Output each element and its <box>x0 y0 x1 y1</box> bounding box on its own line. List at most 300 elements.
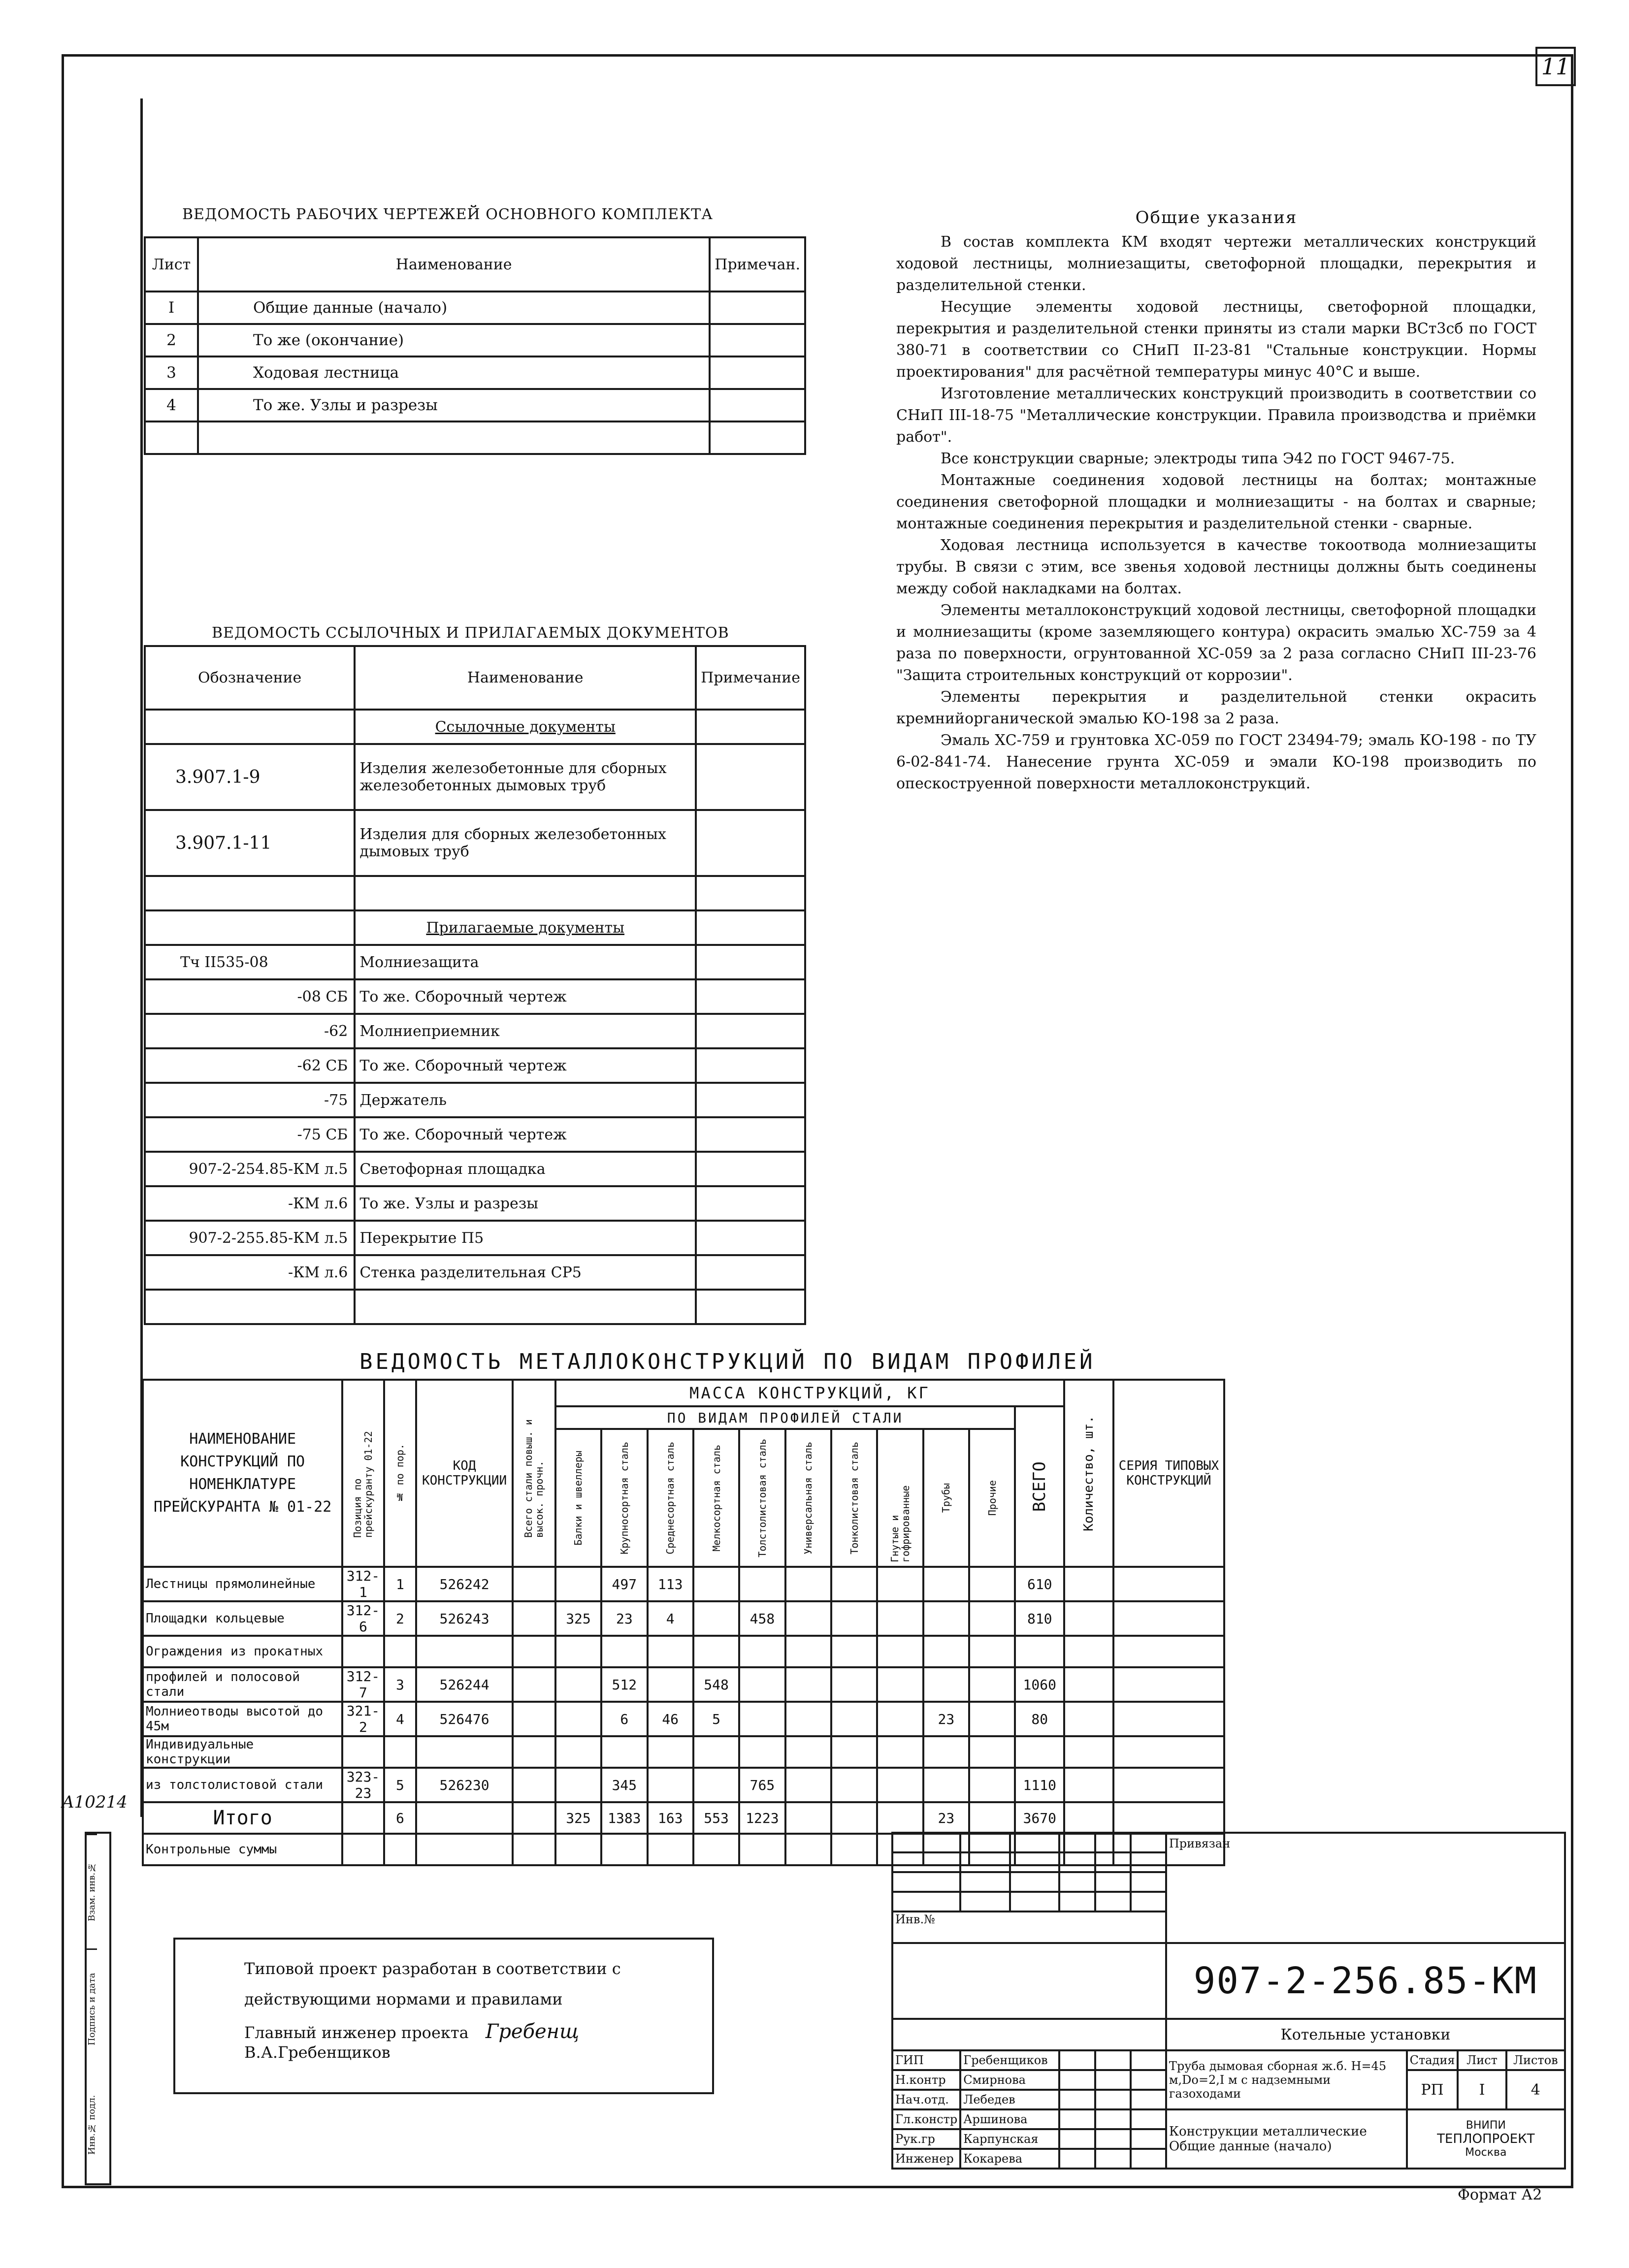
series-cell <box>1113 1601 1224 1636</box>
value-cell <box>693 1768 739 1802</box>
table-row <box>145 356 805 389</box>
weight-cell <box>513 1736 555 1768</box>
value-cell <box>969 1802 1015 1834</box>
col-header: ПО ВИДАМ ПРОФИЛЕЙ СТАЛИ <box>555 1406 1015 1429</box>
code-cell: -КМ л.6 <box>145 1186 355 1221</box>
name-cell: Лестницы прямолинейные <box>143 1567 342 1601</box>
signature-cell <box>1059 2070 1095 2090</box>
control-cell <box>416 1834 512 1865</box>
value-cell <box>877 1567 923 1601</box>
signature-cell <box>1059 2090 1095 2109</box>
project-code: 907-2-256.85-КМ <box>1166 1943 1565 2019</box>
table-row <box>145 1083 805 1117</box>
staff-row <box>892 2109 1565 2129</box>
total-cell: 80 <box>1015 1702 1064 1736</box>
table-row <box>145 1014 805 1048</box>
empty-cell <box>696 1290 805 1324</box>
table-row <box>143 1667 1224 1702</box>
tb-cell <box>1010 1872 1060 1892</box>
value-cell <box>969 1702 1015 1736</box>
tb-cell <box>892 1943 1166 2019</box>
code-cell: -62 СБ <box>145 1048 355 1083</box>
tb-cell <box>1131 1852 1166 1872</box>
table-row <box>145 324 805 356</box>
value-cell <box>693 1736 739 1768</box>
tb-cell <box>1095 1872 1131 1892</box>
header-text: Балки и швеллеры <box>572 1450 585 1546</box>
tb-cell <box>1131 1892 1166 1912</box>
stamp-label: Подпись и дата <box>87 1948 97 2068</box>
code-cell <box>416 1636 512 1667</box>
project-name: Труба дымовая сборная ж.б. Н=45 м,Dо=2,I м с надземными газоходами <box>1166 2050 1407 2109</box>
col-header: Наименование <box>355 646 696 710</box>
total-cell <box>1015 1736 1064 1768</box>
code-cell: 526476 <box>416 1702 512 1736</box>
col-header <box>342 1380 384 1567</box>
value-cell <box>693 1601 739 1636</box>
table-row <box>145 1290 805 1324</box>
documents-title: ВЕДОМОСТЬ ССЫЛОЧНЫХ И ПРИЛАГАЕМЫХ ДОКУМЕНТОВ <box>212 624 729 642</box>
empty-cell <box>696 979 805 1014</box>
name-cell: Ограждения из прокатных <box>143 1636 342 1667</box>
value-cell: 6 <box>601 1702 647 1736</box>
pos-cell: 312-6 <box>342 1601 384 1636</box>
section-heading: Прилагаемые документы <box>355 910 696 945</box>
org-line: ВНИПИ <box>1466 2119 1506 2132</box>
sheet-number: 11 <box>1535 47 1576 86</box>
name-cell: Стенка разделительная СР5 <box>355 1255 696 1290</box>
note-cell <box>710 292 805 324</box>
empty-cell <box>145 910 355 945</box>
col-header <box>513 1380 555 1567</box>
header-text: Всего стали повыш. и высок. прочн. <box>522 1419 546 1538</box>
value-cell <box>969 1667 1015 1702</box>
control-cell <box>601 1834 647 1865</box>
table-row <box>143 1601 1224 1636</box>
value-cell <box>785 1768 831 1802</box>
header-text: Позиция по прейскуранту 01-22 <box>352 1431 375 1538</box>
table-row <box>145 876 805 910</box>
no-cell: 6 <box>384 1802 417 1834</box>
tb-cell <box>1010 1852 1060 1872</box>
col-header <box>384 1380 417 1567</box>
name-cell: Молниеотводы высотой до 45м <box>143 1702 342 1736</box>
col-header <box>648 1429 693 1567</box>
total-cell: 1110 <box>1015 1768 1064 1802</box>
date-cell <box>1095 2070 1131 2090</box>
code-cell: 526244 <box>416 1667 512 1702</box>
qty-cell <box>1064 1636 1113 1667</box>
weight-cell <box>513 1702 555 1736</box>
name-cell: Индивидуальные конструкции <box>143 1736 342 1768</box>
name-cell: То же. Сборочный чертеж <box>355 979 696 1014</box>
tb-cell <box>1059 1872 1095 1892</box>
tb-cell <box>892 1852 960 1872</box>
weight-cell <box>513 1768 555 1802</box>
name-cell: Держатель <box>355 1083 696 1117</box>
pos-cell <box>342 1802 384 1834</box>
tb-cell <box>1095 1852 1131 1872</box>
col-header <box>877 1429 923 1567</box>
note-paragraph: Элементы металлоконструкций ходовой лестницы, светофорной площадки и молниезащиты (кроме заземляющего контура) окрасить эмалью ХС-759 за 4 раза по поверхности, огрунтованной ХС-059 за 2 раза согласно СНиП III-23-76 "Защита строительных конструкций от коррозии". <box>896 602 1536 684</box>
tb-cell <box>1131 2129 1166 2149</box>
tb-cell <box>1095 1892 1131 1912</box>
name-cell: Светофорная площадка <box>355 1152 696 1186</box>
tb-cell <box>1010 1833 1060 1852</box>
code-cell: 3.907.1-9 <box>145 744 355 810</box>
value-cell <box>831 1636 877 1667</box>
value-cell <box>877 1636 923 1667</box>
qty-cell <box>1064 1667 1113 1702</box>
weight-cell <box>513 1567 555 1601</box>
control-cell <box>693 1834 739 1865</box>
tb-cell <box>892 1833 960 1852</box>
value-cell <box>831 1601 877 1636</box>
series-cell <box>1113 1567 1224 1601</box>
empty-cell <box>696 910 805 945</box>
inv-cell: Инв.№ <box>892 1912 1166 1943</box>
value-cell <box>648 1636 693 1667</box>
developer-statement <box>173 1938 714 2094</box>
no-cell: 5 <box>384 1768 417 1802</box>
value-cell <box>969 1736 1015 1768</box>
name-cell: Карпунская <box>960 2129 1059 2149</box>
value-cell <box>969 1636 1015 1667</box>
signature-cell <box>1059 2050 1095 2070</box>
empty-cell <box>696 1117 805 1152</box>
col-header: СЕРИЯ ТИПОВЫХ КОНСТРУКЦИЙ <box>1113 1380 1224 1567</box>
empty-cell <box>696 1221 805 1255</box>
value-cell <box>831 1667 877 1702</box>
empty-cell <box>696 1083 805 1117</box>
name-cell: То же. Сборочный чертеж <box>355 1048 696 1083</box>
value-cell <box>555 1702 601 1736</box>
tb-cell <box>1131 2109 1166 2129</box>
value-cell <box>648 1736 693 1768</box>
col-header <box>785 1429 831 1567</box>
empty-cell <box>145 876 355 910</box>
note-paragraph: Элементы перекрытия и разделительной стенки окрасить кремнийорганической эмалью КО-198 за 2 раза. <box>896 688 1536 727</box>
value-cell <box>877 1802 923 1834</box>
col-header: Примечание <box>696 646 805 710</box>
table-row <box>145 1117 805 1152</box>
name-cell: профилей и полосовой стали <box>143 1667 342 1702</box>
code-cell: 907-2-255.85-КМ л.5 <box>145 1221 355 1255</box>
table-row <box>145 1152 805 1186</box>
name-cell: То же (окончание) <box>198 324 710 356</box>
name-cell: Площадки кольцевые <box>143 1601 342 1636</box>
value-cell: 46 <box>648 1702 693 1736</box>
qty-cell <box>1064 1601 1113 1636</box>
weight-cell <box>513 1802 555 1834</box>
value-cell: 163 <box>648 1802 693 1834</box>
header-text: № по пор. <box>394 1443 406 1503</box>
no-cell <box>384 1736 417 1768</box>
date-cell <box>1095 2090 1131 2109</box>
signature-cell <box>1059 2149 1095 2169</box>
value-cell <box>923 1601 969 1636</box>
note-paragraph: Несущие элементы ходовой лестницы, светофорной площадки, перекрытия и разделительной стенки приняты из стали марки ВСт3сб по ГОСТ 380-71 в соответствии со СНиП II-23-81 "Стальные конструкции. Нормы проектирования" для расчётной температуры минус 40°С и выше. <box>896 298 1536 381</box>
code-cell: Тч II535-08 <box>145 945 355 979</box>
series-cell <box>1113 1768 1224 1802</box>
sheet-cell: 4 <box>145 389 198 421</box>
date-cell <box>1095 2149 1131 2169</box>
value-cell: 325 <box>555 1601 601 1636</box>
table-row <box>145 1255 805 1290</box>
name-cell: Аршинова <box>960 2109 1059 2129</box>
empty-cell <box>696 945 805 979</box>
col-header: Наименование <box>198 237 710 292</box>
value-cell: 553 <box>693 1802 739 1834</box>
sheet-header: Лист <box>1458 2050 1506 2070</box>
role-cell: ГИП <box>892 2050 960 2070</box>
role-cell: Н.контр <box>892 2070 960 2090</box>
series-cell <box>1113 1736 1224 1768</box>
name-cell: То же. Узлы и разрезы <box>198 389 710 421</box>
pos-cell: 321-2 <box>342 1702 384 1736</box>
control-cell <box>648 1834 693 1865</box>
statement-line: действующими нормами и правилами <box>244 1990 563 2009</box>
code-cell: 907-2-254.85-КМ л.5 <box>145 1152 355 1186</box>
table-header-row <box>145 237 805 292</box>
signature-cell <box>1059 2109 1095 2129</box>
value-cell: 765 <box>739 1768 785 1802</box>
value-cell <box>877 1601 923 1636</box>
note-cell <box>710 389 805 421</box>
code-cell: 526230 <box>416 1768 512 1802</box>
tb-cell <box>960 1852 1010 1872</box>
table-row <box>145 421 805 454</box>
note-paragraph: Изготовление металлических конструкций производить в соответствии со СНиП III-18-75 "Металлические конструкции. Правила производства и приёмки работ". <box>896 385 1536 446</box>
name-cell: Лебедев <box>960 2090 1059 2109</box>
header-text: Прочие <box>986 1480 998 1516</box>
name-cell: Перекрытие П5 <box>355 1221 696 1255</box>
header-text: Универсальная сталь <box>802 1441 814 1555</box>
series-cell <box>1113 1667 1224 1702</box>
value-cell: 4 <box>648 1601 693 1636</box>
value-cell <box>601 1736 647 1768</box>
total-row <box>143 1802 1224 1834</box>
value-cell <box>648 1667 693 1702</box>
header-text: Мелкосортная сталь <box>710 1444 722 1552</box>
weight-cell <box>513 1636 555 1667</box>
qty-cell <box>1064 1702 1113 1736</box>
value-cell <box>831 1768 877 1802</box>
table-row <box>145 1221 805 1255</box>
value-cell <box>831 1702 877 1736</box>
date-cell <box>1095 2109 1131 2129</box>
tb-cell <box>1059 1852 1095 1872</box>
statement-line: Типовой проект разработан в соответствии с <box>244 1959 621 1978</box>
value-cell <box>555 1567 601 1601</box>
name-cell: То же. Узлы и разрезы <box>355 1186 696 1221</box>
tb-cell <box>960 1892 1010 1912</box>
org-title: Котельные установки <box>1166 2019 1565 2050</box>
name-cell: Изделия для сборных железобетонных дымовых труб <box>355 810 696 876</box>
sheet-cell: I <box>145 292 198 324</box>
value-cell: 1223 <box>739 1802 785 1834</box>
col-header <box>739 1429 785 1567</box>
value-cell <box>969 1768 1015 1802</box>
date-cell <box>1095 2050 1131 2070</box>
stage-value: РП <box>1407 2070 1458 2109</box>
table-row <box>143 1702 1224 1736</box>
table-row <box>143 1636 1224 1667</box>
value-cell: 345 <box>601 1768 647 1802</box>
role-cell: Нач.отд. <box>892 2090 960 2109</box>
pos-cell: 312-1 <box>342 1567 384 1601</box>
value-cell <box>739 1667 785 1702</box>
name-cell: Итого <box>143 1802 342 1834</box>
control-label: Контрольные суммы <box>143 1834 342 1865</box>
code-cell <box>416 1736 512 1768</box>
tb-cell <box>892 1892 960 1912</box>
empty-cell <box>696 710 805 744</box>
name-cell: из толстолистовой стали <box>143 1768 342 1802</box>
table-row <box>143 1736 1224 1768</box>
tb-cell <box>960 1833 1010 1852</box>
tb-cell <box>892 2019 1166 2050</box>
qty-cell <box>1064 1567 1113 1601</box>
value-cell <box>601 1636 647 1667</box>
value-cell: 325 <box>555 1802 601 1834</box>
name-cell: Общие данные (начало) <box>198 292 710 324</box>
stamp-label: Инв.№ подл. <box>87 2095 97 2155</box>
value-cell <box>877 1736 923 1768</box>
name-cell: То же. Сборочный чертеж <box>355 1117 696 1152</box>
total-cell: 1060 <box>1015 1667 1064 1702</box>
tb-cell <box>1095 1833 1131 1852</box>
value-cell <box>785 1567 831 1601</box>
col-header: НАИМЕНОВАНИЕ КОНСТРУКЦИЙ ПО НОМЕНКЛАТУРЕ ПРЕЙСКУРАНТА № 01-22 <box>143 1380 342 1567</box>
empty-cell <box>696 1048 805 1083</box>
no-cell: 2 <box>384 1601 417 1636</box>
empty-cell <box>696 876 805 910</box>
value-cell <box>785 1636 831 1667</box>
code-cell: 526242 <box>416 1567 512 1601</box>
no-cell: 4 <box>384 1702 417 1736</box>
signature: Гребенщ <box>485 2020 580 2043</box>
tb-row <box>892 1833 1565 1852</box>
name-cell: Кокарева <box>960 2149 1059 2169</box>
col-header <box>831 1429 877 1567</box>
weight-cell <box>513 1601 555 1636</box>
total-cell: 610 <box>1015 1567 1064 1601</box>
header-text: ВСЕГО <box>1030 1461 1050 1512</box>
header-text: Крупносортная сталь <box>618 1441 630 1555</box>
value-cell <box>877 1702 923 1736</box>
section-row <box>145 910 805 945</box>
value-cell <box>555 1667 601 1702</box>
table-row <box>143 1768 1224 1802</box>
no-cell: 3 <box>384 1667 417 1702</box>
no-cell <box>384 1636 417 1667</box>
chief-engineer-name: В.А.Гребенщиков <box>244 2043 391 2062</box>
empty-cell <box>696 1014 805 1048</box>
qty-cell <box>1064 1736 1113 1768</box>
total-cell: 3670 <box>1015 1802 1064 1834</box>
value-cell <box>739 1736 785 1768</box>
tb-cell <box>1131 2149 1166 2169</box>
series-cell <box>1113 1802 1224 1834</box>
control-cell <box>739 1834 785 1865</box>
role-cell: Гл.констр <box>892 2109 960 2129</box>
stage-header: Стадия <box>1407 2050 1458 2070</box>
empty-cell <box>696 1152 805 1186</box>
empty-cell <box>355 876 696 910</box>
col-header: КОД КОНСТРУКЦИИ <box>416 1380 512 1567</box>
empty-cell <box>696 810 805 876</box>
col-header <box>923 1429 969 1567</box>
value-cell: 512 <box>601 1667 647 1702</box>
value-cell <box>877 1667 923 1702</box>
inventory-number: A10214 <box>62 1792 128 1812</box>
tb-row <box>892 1943 1565 2019</box>
value-cell: 458 <box>739 1601 785 1636</box>
section-heading: Ссылочные документы <box>355 710 696 744</box>
header-text: Гнутые и гофрированные <box>888 1485 912 1562</box>
signature-cell <box>1059 2129 1095 2149</box>
tb-cell <box>1131 1872 1166 1892</box>
table-header-row <box>145 646 805 710</box>
code-cell: 3.907.1-11 <box>145 810 355 876</box>
header-text: Трубы <box>940 1483 952 1513</box>
value-cell: 23 <box>923 1802 969 1834</box>
control-cell <box>342 1834 384 1865</box>
metal-title: ВЕДОМОСТЬ МЕТАЛЛОКОНСТРУКЦИЙ ПО ВИДАМ ПРОФИЛЕЙ <box>359 1349 1096 1374</box>
org-line: Москва <box>1465 2146 1507 2159</box>
statement-line <box>244 2020 712 2062</box>
code-cell: -62 <box>145 1014 355 1048</box>
col-header: Обозначение <box>145 646 355 710</box>
note-paragraph: Эмаль ХС-759 и грунтовка ХС-059 по ГОСТ 23494-79; эмаль КО-198 - по ТУ 6-02-841-74. Нанесение грунта ХС-059 и эмали КО-198 производить по опескоструенной поверхности металлоконструкций. <box>896 732 1536 792</box>
col-header <box>601 1429 647 1567</box>
privyazan-cell: Привязан <box>1166 1833 1565 1943</box>
value-cell <box>831 1736 877 1768</box>
value-cell: 23 <box>601 1601 647 1636</box>
control-cell <box>785 1834 831 1865</box>
tb-row <box>892 2019 1565 2050</box>
pos-cell <box>342 1736 384 1768</box>
note-cell <box>710 356 805 389</box>
drawing-name: Конструкции металлические Общие данные (начало) <box>1166 2109 1407 2169</box>
value-cell <box>877 1768 923 1802</box>
control-cell <box>555 1834 601 1865</box>
series-cell <box>1113 1702 1224 1736</box>
role-cell: Инженер <box>892 2149 960 2169</box>
value-cell <box>923 1768 969 1802</box>
note-paragraph: Все конструкции сварные; электроды типа Э42 по ГОСТ 9467-75. <box>941 450 1455 467</box>
drawings-title: ВЕДОМОСТЬ РАБОЧИХ ЧЕРТЕЖЕЙ ОСНОВНОГО КОМПЛЕКТА <box>182 206 713 223</box>
control-cell <box>513 1834 555 1865</box>
org-block <box>1407 2109 1565 2169</box>
sheet-cell: 2 <box>145 324 198 356</box>
empty-cell <box>145 710 355 744</box>
col-header <box>555 1429 601 1567</box>
empty-cell <box>355 1290 696 1324</box>
col-header <box>1015 1406 1064 1567</box>
header-text: Толстолистовая сталь <box>756 1438 768 1557</box>
title-block <box>891 1832 1566 2181</box>
value-cell <box>739 1636 785 1667</box>
name-cell: Гребенщиков <box>960 2050 1059 2070</box>
col-header: Примечан. <box>710 237 805 292</box>
date-cell <box>1095 2129 1131 2149</box>
code-cell <box>416 1802 512 1834</box>
sheet-cell: 3 <box>145 356 198 389</box>
total-cell <box>1015 1636 1064 1667</box>
value-cell <box>555 1736 601 1768</box>
